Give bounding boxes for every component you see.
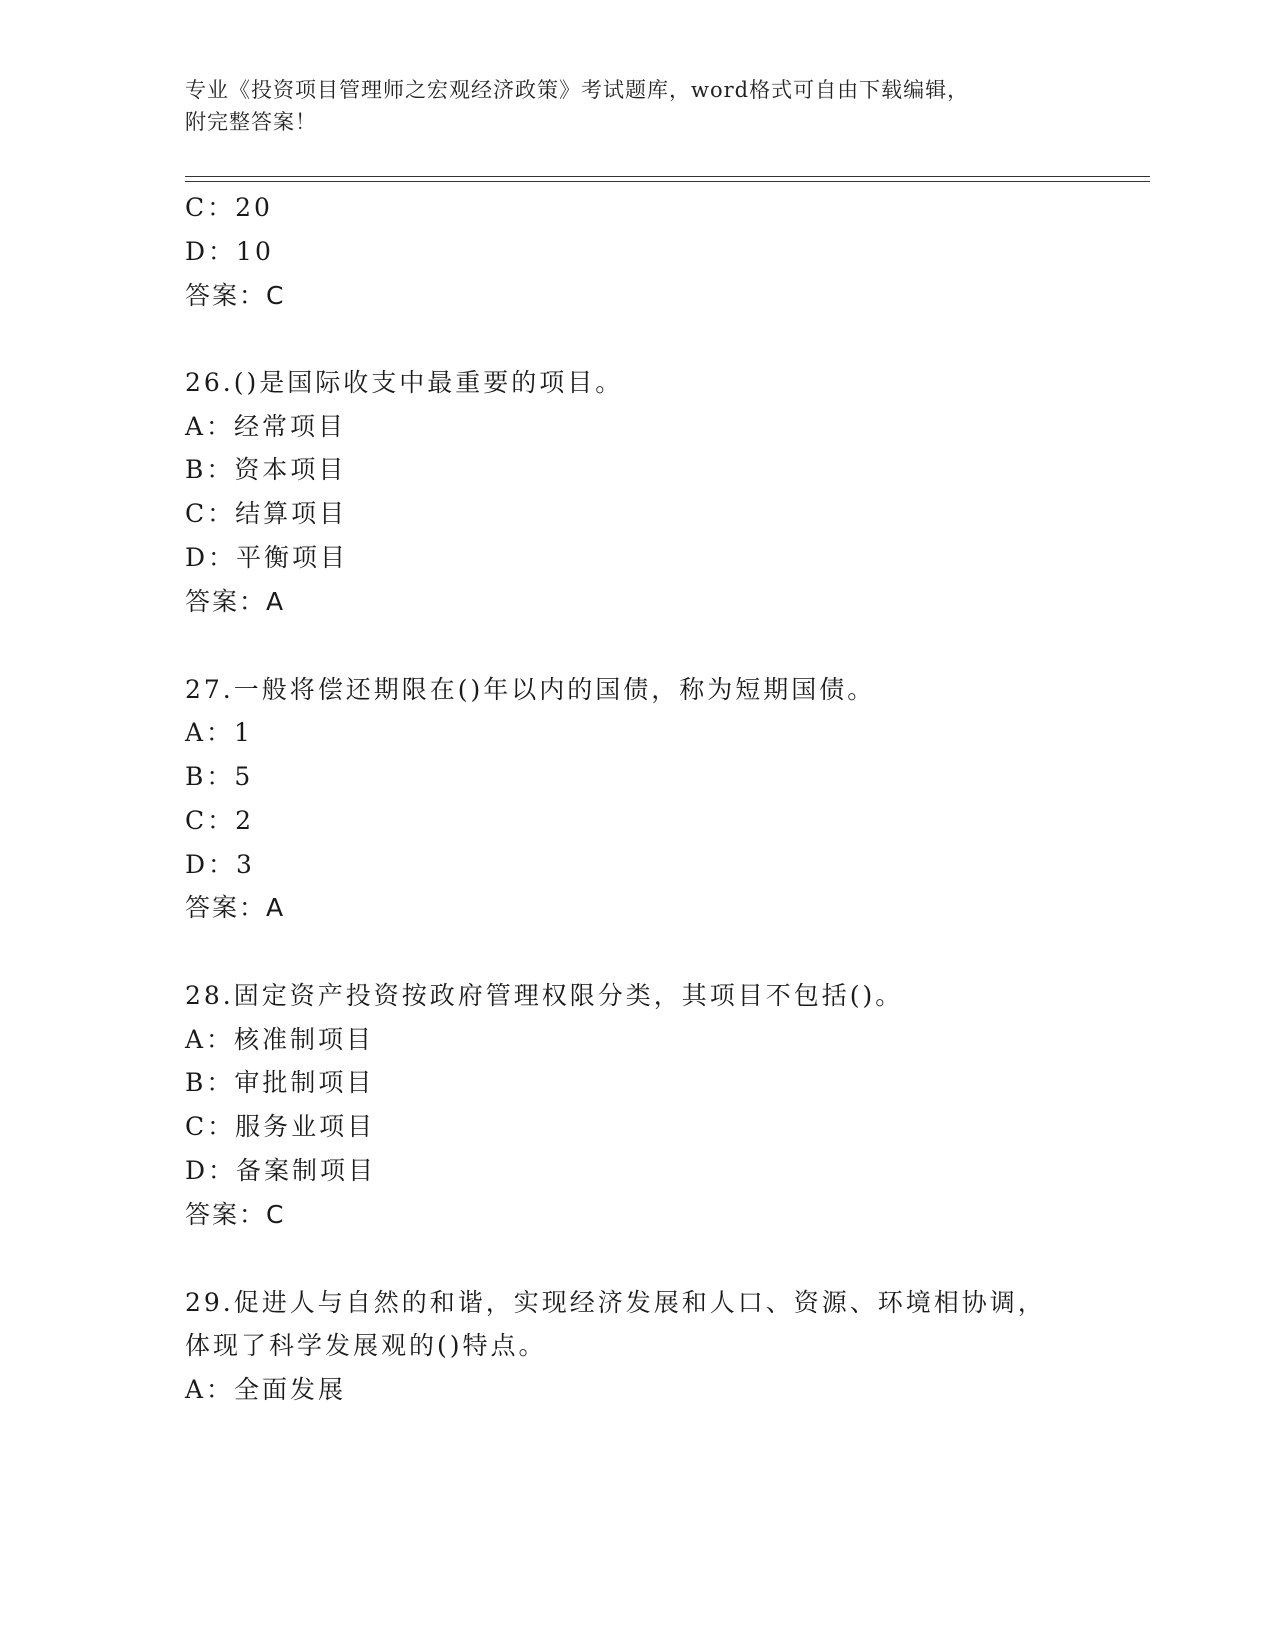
option-line: A：核准制项目 bbox=[185, 1025, 375, 1054]
header-line-1: 专业《投资项目管理师之宏观经济政策》考试题库，word格式可自由下载编辑， bbox=[185, 78, 970, 102]
option-line: C：服务业项目 bbox=[185, 1112, 376, 1141]
option-line: B：资本项目 bbox=[185, 455, 347, 484]
option-line: A：全面发展 bbox=[185, 1375, 347, 1404]
option-line: A：1 bbox=[185, 718, 253, 747]
header-divider-top bbox=[185, 176, 1150, 177]
option-line: C：20 bbox=[185, 193, 273, 222]
header-line-2: 附完整答案！ bbox=[185, 110, 317, 134]
option-line: D：平衡项目 bbox=[185, 543, 349, 572]
question-line: 28.固定资产投资按政府管理权限分类，其项目不包括()。 bbox=[185, 981, 904, 1010]
document-header bbox=[185, 74, 1065, 138]
option-line: B：审批制项目 bbox=[185, 1068, 375, 1097]
option-line: C：2 bbox=[185, 806, 255, 835]
answer-line: 答案：A bbox=[185, 587, 286, 616]
option-line: D：备案制项目 bbox=[185, 1156, 377, 1185]
option-line: D：3 bbox=[185, 850, 255, 879]
option-line: C：结算项目 bbox=[185, 499, 348, 528]
option-line: B：5 bbox=[185, 762, 254, 791]
question-line: 体现了科学发展观的()特点。 bbox=[185, 1331, 547, 1360]
header-divider-bottom bbox=[185, 181, 1150, 182]
question-line: 27.一般将偿还期限在()年以内的国债，称为短期国债。 bbox=[185, 675, 876, 704]
question-line: 29.促进人与自然的和谐，实现经济发展和人口、资源、环境相协调， bbox=[185, 1288, 1046, 1317]
question-line: 26.()是国际收支中最重要的项目。 bbox=[185, 368, 624, 397]
answer-line: 答案：C bbox=[185, 281, 286, 310]
answer-line: 答案：A bbox=[185, 893, 286, 922]
option-line: D：10 bbox=[185, 237, 274, 266]
option-line: A：经常项目 bbox=[185, 412, 347, 441]
answer-line: 答案：C bbox=[185, 1200, 286, 1229]
